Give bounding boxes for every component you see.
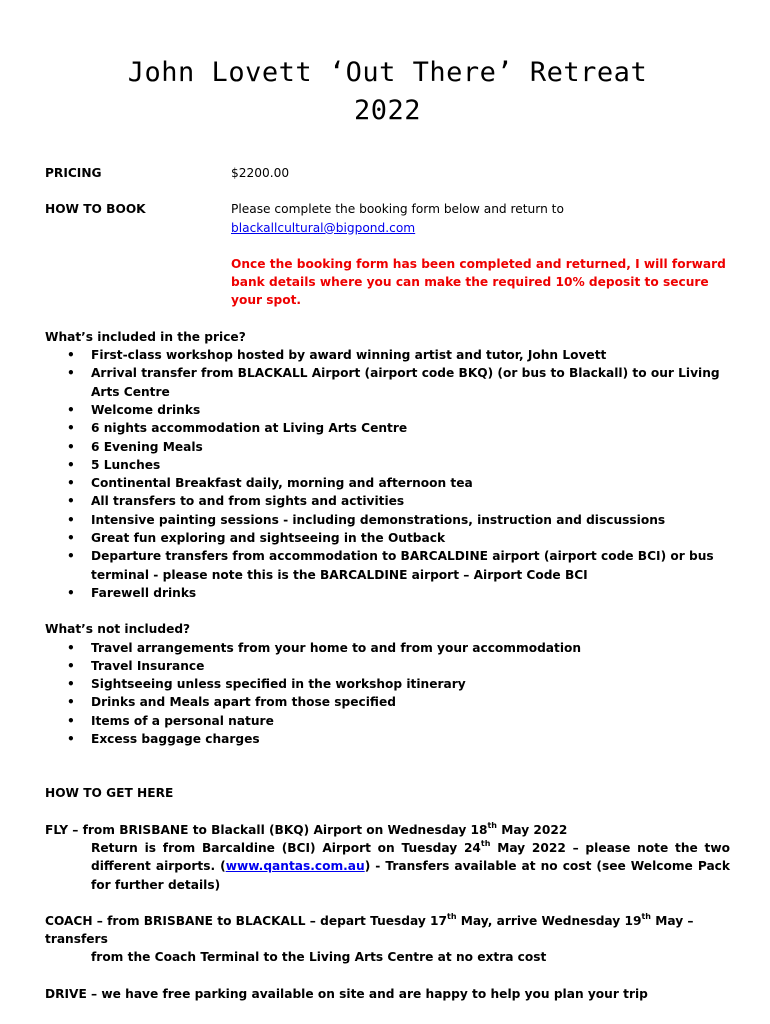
return-text-c: ) - Transfers available at no cost (see Welcome Pack for further details) xyxy=(91,859,731,892)
return-text-b: May 2022 – please note the two different airports. ( xyxy=(91,840,730,874)
fly-return xyxy=(45,839,730,894)
not-included-list xyxy=(45,639,730,749)
qantas-link[interactable]: www.qantas.com.au xyxy=(225,859,365,874)
booking-email-link[interactable]: blackallcultural@bigpond.com xyxy=(231,220,416,235)
list-item: • Great fun exploring and sightseeing in the Outback xyxy=(91,529,730,547)
coach-sup-2: th xyxy=(641,911,651,921)
list-item: • Departure transfers from accommodation to BARCALDINE airport (airport code BCI) or bus terminal - please note this is the BARCALDINE airport – Airport Code BCI xyxy=(91,547,730,584)
list-item: • Travel arrangements from your home to and from your accommodation xyxy=(91,639,730,657)
how-to-book-text: Please complete the booking form below and return to xyxy=(231,202,564,217)
title-line-2: 2022 xyxy=(353,95,422,126)
title-line-1: John Lovett ‘Out There’ Retreat xyxy=(127,57,648,88)
list-item: • 6 nights accommodation at Living Arts Centre xyxy=(91,419,730,437)
list-item: • Travel Insurance xyxy=(91,657,730,675)
how-to-book-row xyxy=(45,200,730,309)
list-item: • Continental Breakfast daily, morning and afternoon tea xyxy=(91,474,730,492)
fly-text-b: May 2022 xyxy=(497,822,568,837)
fly-text-a: FLY – from BRISBANE to Blackall (BKQ) Airport on Wednesday 18 xyxy=(45,822,488,837)
list-item: • 5 Lunches xyxy=(91,456,730,474)
get-here-heading: HOW TO GET HERE xyxy=(45,786,174,801)
list-item: • All transfers to and from sights and activities xyxy=(91,492,730,510)
not-included-heading: What’s not included? xyxy=(45,622,191,637)
list-item: • 6 Evening Meals xyxy=(91,438,730,456)
coach-line-2: from the Coach Terminal to the Living Arts Centre at no extra cost xyxy=(91,950,547,965)
how-to-book-label: HOW TO BOOK xyxy=(45,202,146,217)
coach-sup-1: th xyxy=(447,911,457,921)
pricing-value: $2200.00 xyxy=(231,166,290,180)
deposit-notice: Once the booking form has been completed and returned, I will forward bank details where you can make the required 10% deposit to secure your spot. xyxy=(231,256,726,308)
document-page xyxy=(45,0,730,1003)
coach-text-b: May, arrive Wednesday 19 xyxy=(456,913,642,928)
included-list xyxy=(45,346,730,602)
list-item: • Excess baggage charges xyxy=(91,730,730,748)
fly-section xyxy=(45,821,730,894)
fly-line xyxy=(45,821,730,839)
document-title xyxy=(45,54,730,130)
drive-line: DRIVE – we have free parking available on site and are happy to help you plan your trip xyxy=(45,986,648,1001)
list-item: • Sightseeing unless specified in the workshop itinerary xyxy=(91,675,730,693)
return-text-a: Return is from Barcaldine (BCI) Airport on Tuesday 24 xyxy=(91,840,481,855)
list-item: • Drinks and Meals apart from those specified xyxy=(91,693,730,711)
list-item: • Welcome drinks xyxy=(91,401,730,419)
coach-line-1 xyxy=(45,912,730,949)
included-heading: What’s included in the price? xyxy=(45,329,246,344)
pricing-row xyxy=(45,164,730,182)
return-sup: th xyxy=(480,838,491,848)
list-item: • Intensive painting sessions - including demonstrations, instruction and discussions xyxy=(91,511,730,529)
list-item: • Farewell drinks xyxy=(91,584,730,602)
pricing-label: PRICING xyxy=(45,166,102,180)
list-item: • First-class workshop hosted by award winning artist and tutor, John Lovett xyxy=(91,346,730,364)
how-to-book-content xyxy=(231,200,730,309)
list-item: • Arrival transfer from BLACKALL Airport (airport code BKQ) (or bus to Blackall) to our Living Arts Centre xyxy=(91,364,730,401)
coach-text-c: May – transfers xyxy=(45,913,694,947)
fly-sup: th xyxy=(487,820,497,830)
list-item: • Items of a personal nature xyxy=(91,712,730,730)
coach-section xyxy=(45,912,730,967)
coach-text-a: COACH – from BRISBANE to BLACKALL – depart Tuesday 17 xyxy=(45,913,448,928)
